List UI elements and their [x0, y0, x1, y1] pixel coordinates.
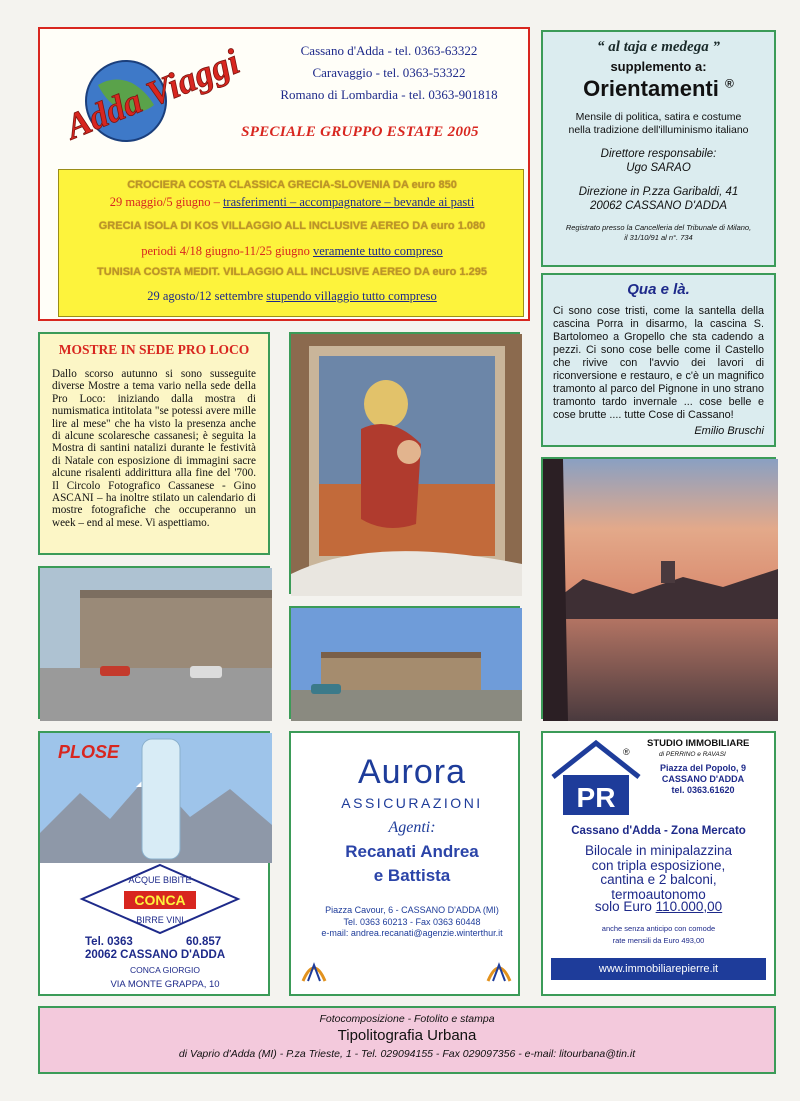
listing-line-1: Bilocale in minipalazzina — [584, 843, 733, 858]
agents-label: Agenti: — [388, 819, 436, 836]
office-cassano: Cassano d'Adda - tel. 0363-63322 — [300, 43, 478, 58]
offer-cruise-extras: trasferimenti – accompagnatore – bevande ai pasti — [222, 195, 475, 209]
footer-printer-name: Tipolitografia Urbana — [337, 1027, 477, 1044]
note-line-1: anche senza anticipo con comode — [601, 924, 716, 933]
castello-image — [40, 568, 272, 721]
qua-e-la-title: Qua e là. — [627, 281, 690, 298]
address-line-2: 20062 CASSANO D'ADDA — [589, 200, 728, 212]
offer-kos-head: GRECIA ISOLA DI KOS VILLAGGIO ALL INCLUSIVE AEREO DA euro 1.080 — [98, 220, 486, 232]
cascina-photo — [289, 606, 520, 719]
printer-footer — [38, 1006, 776, 1074]
aurora-small-logo-right — [484, 953, 514, 987]
orientamenti-header: “ al taja e medega ” — [597, 39, 720, 55]
pr-website: www.immobiliarepierre.it — [551, 958, 766, 980]
aurora-logo: Aurora — [357, 753, 467, 791]
pr-street: Piazza del Popolo, 9 — [659, 763, 747, 773]
address-line-1: Direzione in P.zza Garibaldi, 41 — [578, 186, 739, 198]
pr-zone: Cassano d'Adda - Zona Mercato — [571, 825, 746, 837]
offer-cruise-head: CROCIERA COSTA CLASSICA GRECIA-SLOVENIA DA euro 850 — [127, 179, 457, 191]
registered-mark: ® — [724, 76, 734, 91]
footer-line-1: Fotocomposizione - Fotolito e stampa — [319, 1013, 495, 1025]
pr-registered-mark: ® — [623, 747, 630, 757]
qua-e-la-box — [541, 273, 776, 447]
plose-conca-ad — [38, 731, 270, 996]
offer-tunisia-head: TUNISIA COSTA MEDIT. VILLAGGIO ALL INCLUSIVE AEREO DA euro 1.295 — [97, 266, 487, 278]
conca-name: CONCA — [134, 892, 186, 908]
conca-top-text: ACQUE BIBITE — [128, 875, 192, 885]
agent-line-2: e Battista — [373, 866, 451, 885]
mostre-box — [38, 332, 270, 555]
agents-names — [301, 840, 523, 888]
conca-owner: CONCA GIORGIO — [130, 965, 200, 975]
offer-kos-extras: veramente tutto compreso — [312, 244, 443, 258]
santella-fresco-photo — [289, 332, 520, 594]
director-block — [543, 147, 774, 175]
registration-line-1: Registrato presso la Cancelleria del Tribunale di Milano, — [565, 223, 752, 232]
listing-line-2: con tripla esposizione, — [591, 857, 726, 873]
pr-listing — [543, 844, 774, 902]
offer-cruise-dates: 29 maggio/5 giugno – — [109, 195, 223, 209]
aurora-subtitle: ASSICURAZIONI — [341, 795, 483, 811]
qua-e-la-body: Ci sono cose tristi, come la santella della cascina Porra in disarmo, la cascina S. Bartolomeo a Gropello che sta cadendo a pezzi. Ci sono cose belle come il Castello che rivive con l'avvio dei lavori di riconversione e restauro, e c'è un magnifico tramonto al parco del Pignone in uno strano tramonto tardo invernale ... cose belle e cose brutte .... tutte Cose di Cassano! — [553, 305, 764, 421]
conca-phone — [85, 936, 235, 949]
description-line-2: nella tradizione dell'illuminismo italiano — [568, 124, 749, 136]
logo-lettering: Adda Viaggi — [60, 41, 245, 147]
conca-city: 20062 CASSANO D'ADDA — [85, 949, 226, 961]
director-name: Ugo SARAO — [626, 162, 691, 174]
offer-kos-details — [59, 244, 525, 259]
offer-kos-dates: periodi 4/18 giugno-11/25 giugno — [141, 244, 313, 258]
director-label: Direttore responsabile: — [600, 148, 717, 160]
offers-box — [58, 169, 524, 317]
description-line-1: Mensile di politica, satira e costume — [575, 111, 742, 123]
office-romano: Romano di Lombardia - tel. 0363-901818 — [280, 87, 498, 102]
conca-bottom-text: BIRRE VINI — [136, 915, 184, 925]
orientamenti-description — [543, 111, 774, 137]
conca-contact — [85, 936, 235, 962]
sunset-image — [543, 459, 778, 721]
pr-city: CASSANO D'ADDA — [661, 774, 745, 784]
registration-block — [543, 223, 774, 243]
conca-diamond-logo — [80, 863, 240, 935]
aurora-phones: Tel. 0363 60213 - Fax 0363 60448 — [343, 916, 481, 927]
fresco-image — [291, 334, 522, 596]
mostre-title: MOSTRE IN SEDE PRO LOCO — [58, 342, 250, 357]
pr-financing-note — [543, 923, 774, 947]
office-caravaggio: Caravaggio - tel. 0363-53322 — [312, 65, 466, 80]
aurora-email: e-mail: andrea.recanati@agenzie.winterthur.it — [321, 928, 503, 938]
phone-label: Tel. 0363 — [85, 936, 133, 948]
pr-immobiliare-ad — [541, 731, 776, 996]
orientamenti-box — [541, 30, 776, 267]
special-title: SPECIALE GRUPPO ESTATE 2005 — [241, 124, 479, 140]
offer-tunisia-dates: 29 agosto/12 settembre — [147, 289, 267, 303]
price-label: solo Euro — [594, 899, 656, 914]
pr-address — [643, 763, 763, 796]
offer-cruise-details — [59, 195, 525, 210]
registration-line-2: il 31/10/91 al n°. 734 — [624, 233, 693, 242]
pr-tel: tel. 0363.61620 — [671, 785, 735, 795]
aurora-address — [297, 905, 527, 940]
note-line-2: rate mensili da Euro 493,00 — [612, 936, 705, 945]
supplement-label: supplemento a: — [610, 59, 707, 74]
agent-line-1: Recanati Andrea — [345, 842, 479, 861]
offer-tunisia-extras: stupendo villaggio tutto compreso — [266, 289, 437, 303]
mostre-body: Dallo scorso autunno si sono susseguite diverse Mostre a tema vario nella sede della Pro Loco: iniziando dalla mostra di numismatica intitolata "se potessi avere mille lire al mese" che ha visto la presenza anche di alcune scolaresche cassanesi; è seguita la Mostra di santini natalizi durante le festività di Natale con esposizione di immagini sacre alcune risalenti addirittura alla fine del '700. Il Circolo Fotografico Cassanese - Gino ASCANI – ha inoltre stilato un calendario di mostre fotografiche che occuperanno un week – end al mese. Vi aspettiamo. — [52, 368, 256, 529]
aurora-street: Piazza Cavour, 6 - CASSANO D'ADDA (MI) — [325, 905, 499, 915]
phone-number: 60.857 — [185, 936, 222, 948]
price-value: 110.000,00 — [655, 899, 723, 914]
pr-owners: di PERRINO e RAVASI — [659, 751, 726, 758]
footer-contact: di Vaprio d'Adda (MI) - P.za Trieste, 1 - Tel. 029094155 - Fax 029097356 - e-mail: litourbana@tin.it — [178, 1048, 636, 1060]
listing-line-4: termoautonomo — [611, 886, 706, 902]
conca-address — [60, 965, 270, 990]
pr-logo-text: PR — [576, 782, 616, 813]
cascina-image — [291, 608, 522, 721]
orientamenti-name: Orientamenti — [583, 76, 719, 101]
conca-street: VIA MONTE GRAPPA, 10 — [110, 979, 220, 990]
pr-studio-name: STUDIO IMMOBILIARE — [647, 738, 750, 749]
plose-logo: PLOSE — [58, 742, 120, 762]
offer-tunisia-details — [59, 289, 525, 304]
pr-price — [543, 899, 774, 914]
castello-photo — [38, 566, 270, 719]
aurora-small-logo-left — [299, 953, 329, 987]
orientamenti-title — [543, 76, 774, 102]
travel-agency-ad — [38, 27, 530, 321]
listing-line-3: cantina e 2 balconi, — [600, 872, 717, 887]
address-block — [543, 185, 774, 213]
qua-e-la-signature: Emilio Bruschi — [694, 425, 764, 437]
sunset-river-photo — [541, 457, 776, 719]
aurora-assicurazioni-ad — [289, 731, 520, 996]
